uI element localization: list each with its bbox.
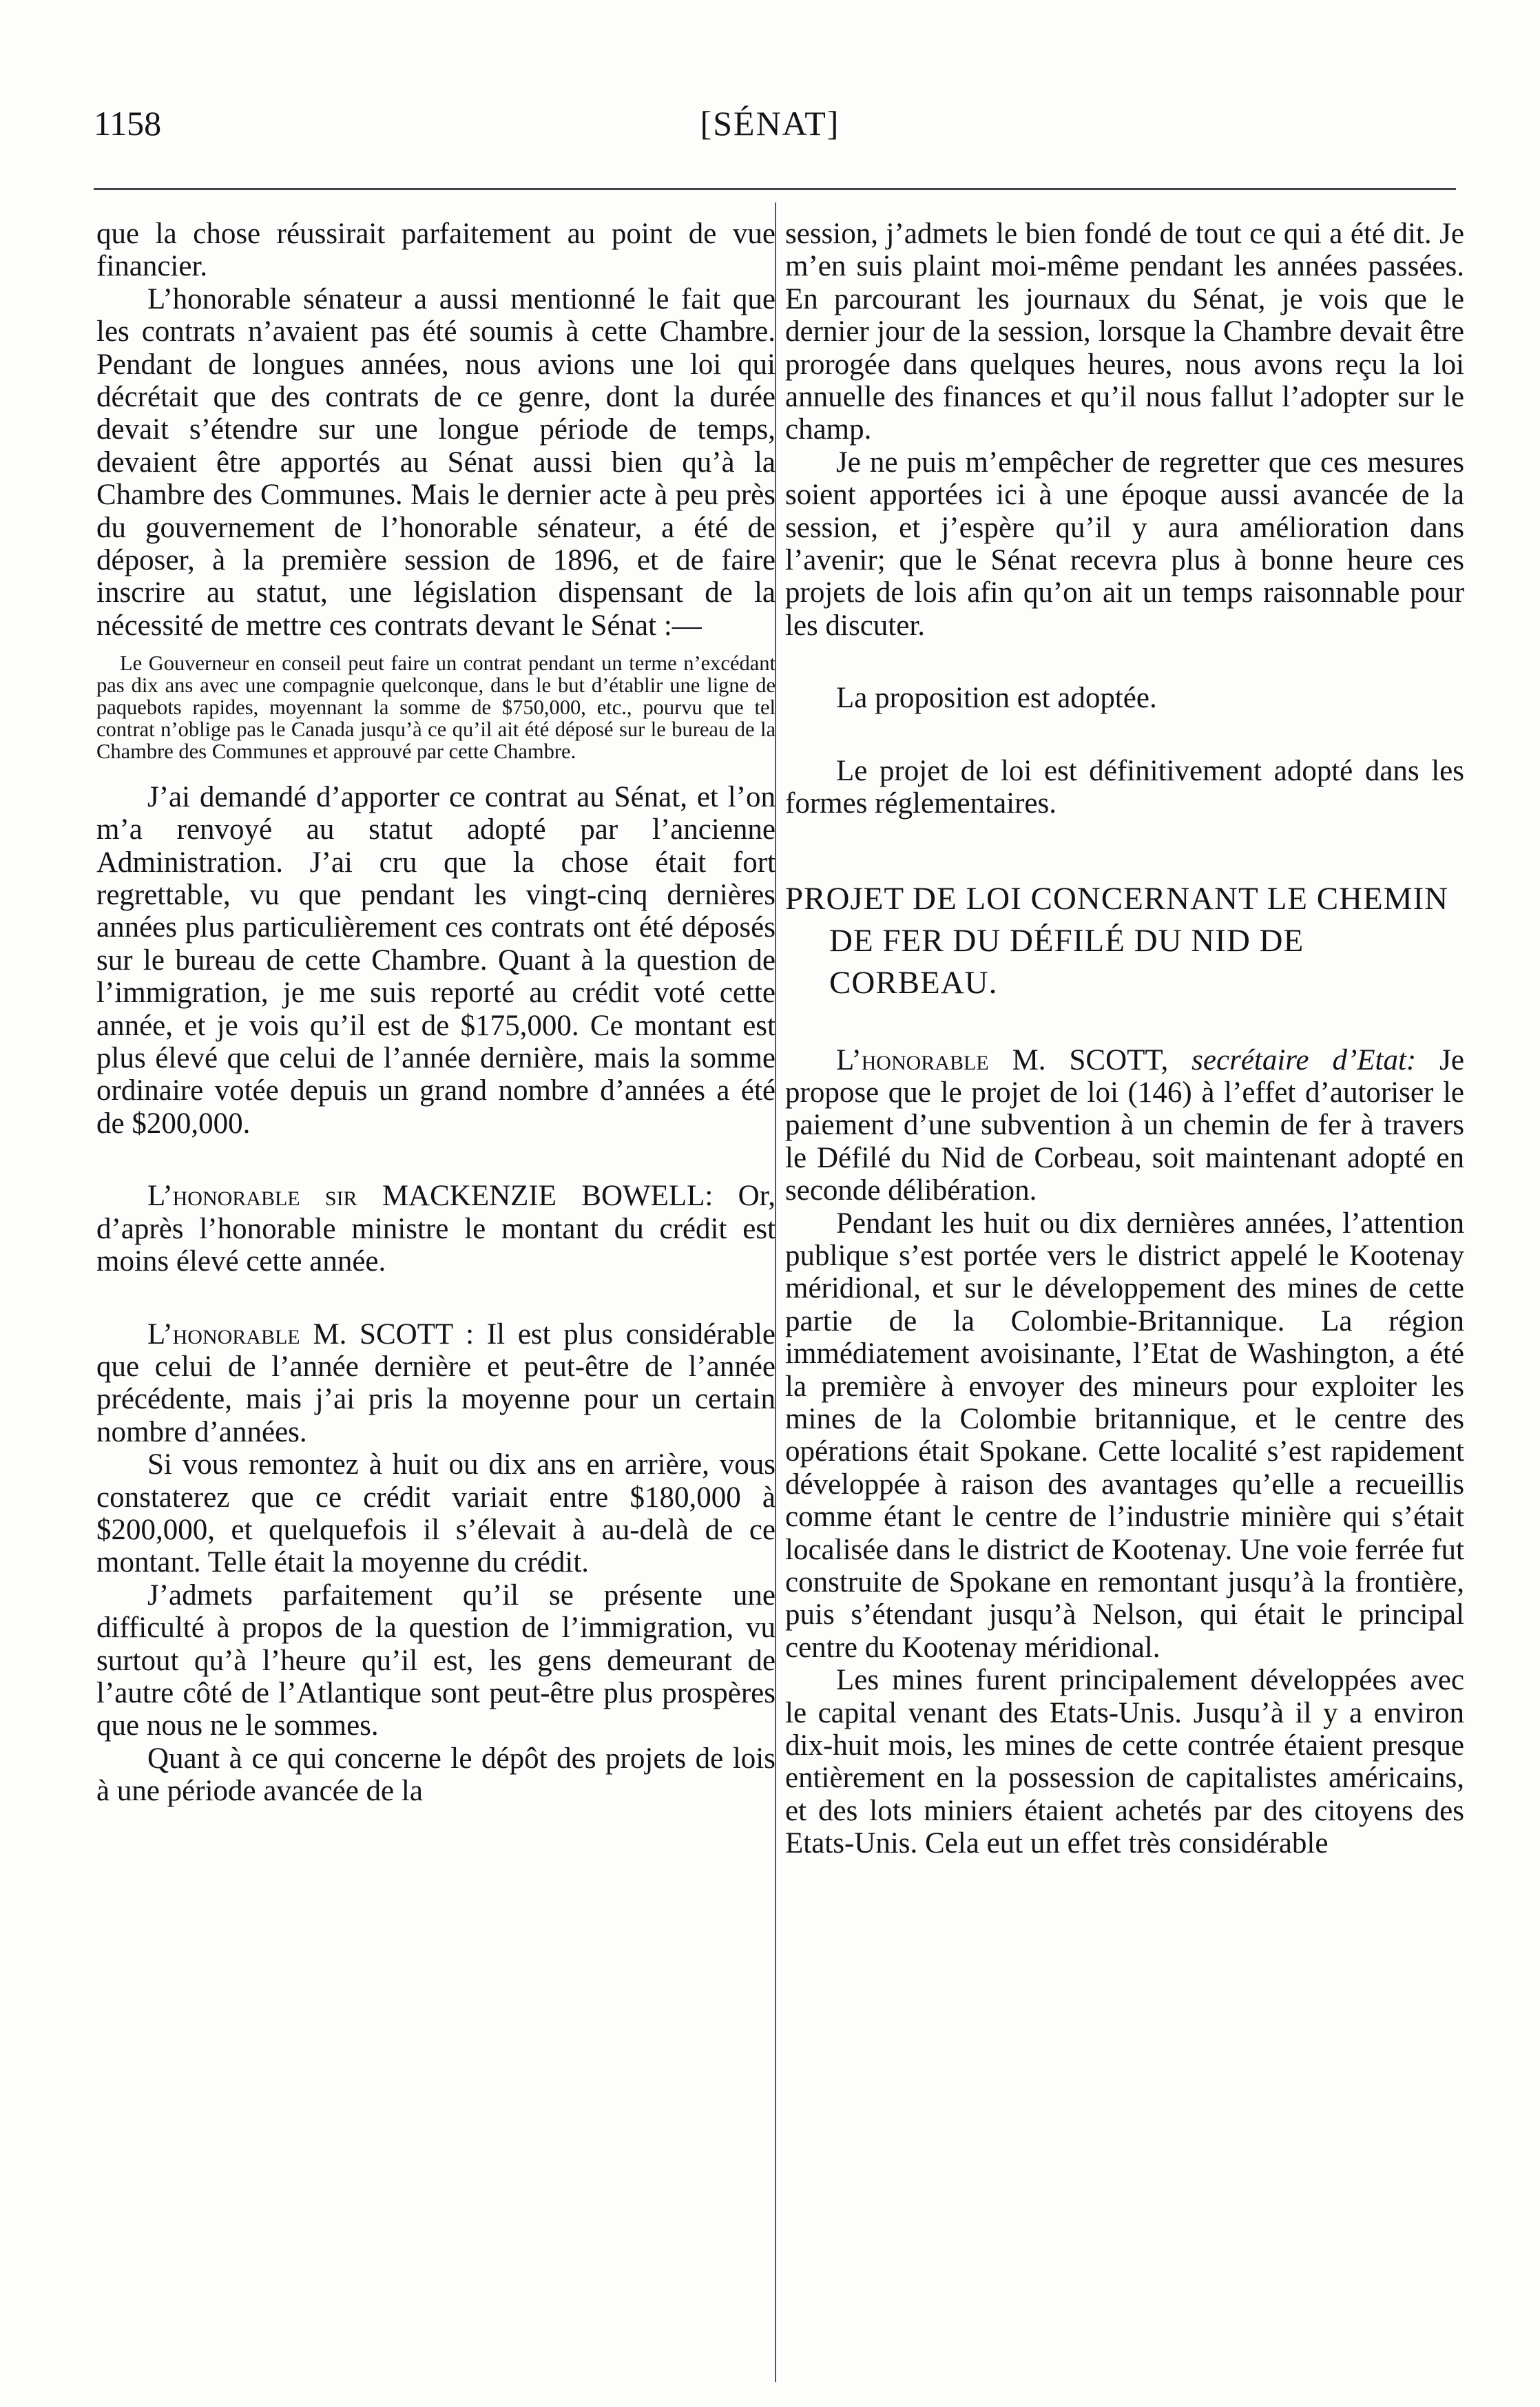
paragraph: Pendant les huit ou dix dernières années, l’attention publique s’est portée vers le district appelé le Kootenay méridional, et sur le développement des mines de cette partie de la Colombie-Britannique. La région immédiatement avoisinante, l’Etat de Washington, a été la première à envoyer des mineurs pour exploiter les mines de la Colombie britannique, et le centre des opérations était Spokane. Cette localité s’est rapidement développée à raison des avantages qu’elle a recueillis comme étant le centre de l’industrie minière qui s’était localisée dans le district de Kootenay. Une voie ferrée fut construite de Spokane en remontant jusqu’à la frontière, puis s’étendant jusqu’à Nelson, qui était le principal centre du Kootenay méridional. xyxy=(785,1207,1464,1664)
speaker-name: L’honorable M. SCOTT : xyxy=(147,1317,475,1351)
speech-paragraph xyxy=(96,1180,776,1278)
right-column xyxy=(785,218,1464,1860)
speaker-title: secrétaire d’Etat: xyxy=(1168,1043,1417,1076)
paragraph: que la chose réussirait parfaitement au point de vue financier. xyxy=(96,218,776,283)
speech-paragraph xyxy=(96,1318,776,1449)
paragraph: J’ai demandé d’apporter ce contrat au Sénat, et l’on m’a renvoyé au statut adopté par l’ancienne Administration. J’ai cru que la chose était fort regrettable, vu que pendant les vingt-cinq dernières années plus particulièrement ces contrats ont été déposés sur le bureau de cette Chambre. Quant à la question de l’immigration, je me suis reporté au crédit voté cette année, et je vois qu’il est de $175,000. Ce montant est plus élevé que celui de l’année dernière, mais la somme ordinaire votée depuis un grand nombre d’années a été de $200,000. xyxy=(96,780,776,1140)
speaker-name: L’honorable M. SCOTT, xyxy=(836,1043,1169,1076)
paragraph: J’admets parfaitement qu’il se présente une difficulté à propos de la question de l’immigration, vu surtout qu’à l’heure qu’il est, les gens demeurant de l’autre côté de l’Atlantique sont peut-être plus prospères que nous ne le sommes. xyxy=(96,1578,776,1742)
speech-text: Or, d’après l’honorable ministre le montant du crédit est moins élevé cette année. xyxy=(96,1180,776,1278)
speaker-name: L’honorable sir MACKENZIE BOWELL: xyxy=(147,1180,714,1213)
paragraph: Les mines furent principalement développées avec le capital venant des Etats-Unis. Jusqu’à il y a environ dix-huit mois, les mines de cette contrée étaient presque entièrement en la possession de capitalistes américains, et des lots miniers étaient achetés par des citoyens des Etats-Unis. Cela eut un effet très considérable xyxy=(785,1664,1464,1860)
speech-paragraph xyxy=(785,1044,1464,1207)
paragraph: Quant à ce qui concerne le dépôt des projets de lois à une période avancée de la xyxy=(96,1742,776,1808)
paragraph: session, j’admets le bien fondé de tout ce qui a été dit. Je m’en suis plaint moi-même pendant les années passées. En parcourant les journaux du Sénat, je vois que le dernier jour de la session, lorsque la Chambre devait être prorogée dans quelques heures, nous avons reçu la loi annuelle des finances et qu’il nous fallut l’adopter sur le champ. xyxy=(785,218,1464,446)
left-column xyxy=(96,218,776,1808)
motion-result: La proposition est adoptée. xyxy=(836,682,1157,715)
header-rule xyxy=(94,188,1456,190)
paragraph: Je ne puis m’empêcher de regretter que ces mesures soient apportées ici à une époque aussi avancée de la session, et j’espère qu’il y aura amélioration dans l’avenir; que le Sénat recevra plus à bonne heure ces projets de lois afin qu’on ait un temps raisonnable pour les discuter. xyxy=(785,446,1464,642)
statute-quote: Le Gouverneur en conseil peut faire un contrat pendant un terme n’excédant pas dix ans avec une compagnie quelconque, dans le but d’établir une ligne de paquebots rapides, moyennant la somme de $750,000, etc., pourvu que tel contrat n’oblige pas le Canada jusqu’à ce qu’il ait été déposé sur le bureau de la Chambre des Communes et approuvé par cette Chambre. xyxy=(96,652,776,763)
speech-text: Il est plus considérable que celui de l’année dernière et peut-être de l’année précédente, mais j’ai pris la moyenne pour un certain nombre d’années. xyxy=(96,1317,776,1448)
running-head: [SÉNAT] xyxy=(700,104,840,143)
motion-result: Le projet de loi est définitivement adopté dans les formes réglementaires. xyxy=(785,754,1464,820)
section-heading: PROJET DE LOI CONCERNANT LE CHEMIN DE FER DU DÉFILÉ DU NID DE CORBEAU. xyxy=(785,880,1449,1001)
speech-text: Je propose que le projet de loi (146) à l’effet d’autoriser le paiement d’une subvention à un chemin de fer à travers le Défilé du Nid de Corbeau, soit maintenant adopté en seconde délibération. xyxy=(785,1043,1465,1207)
paragraph: L’honorable sénateur a aussi mentionné le fait que les contrats n’avaient pas été soumis à cette Chambre. Pendant de longues années, nous avions une loi qui décrétait que des contrats de ce genre, dont la durée devait s’étendre sur une longue période de temps, devaient être apportés au Sénat aussi bien qu’à la Chambre des Communes. Mais le dernier acte à peu près du gouvernement de l’honorable sénateur, a été de déposer, à la première session de 1896, et de faire inscrire au statut, une législation dispensant de la nécessité de mettre ces contrats devant le Sénat :— xyxy=(96,282,776,642)
page-number: 1158 xyxy=(94,104,162,143)
paragraph: Si vous remontez à huit ou dix ans en arrière, vous constaterez que ce crédit variait entre $180,000 à $200,000, et quelquefois il s’élevait à au-delà de ce montant. Telle était la moyenne du crédit. xyxy=(96,1448,776,1579)
